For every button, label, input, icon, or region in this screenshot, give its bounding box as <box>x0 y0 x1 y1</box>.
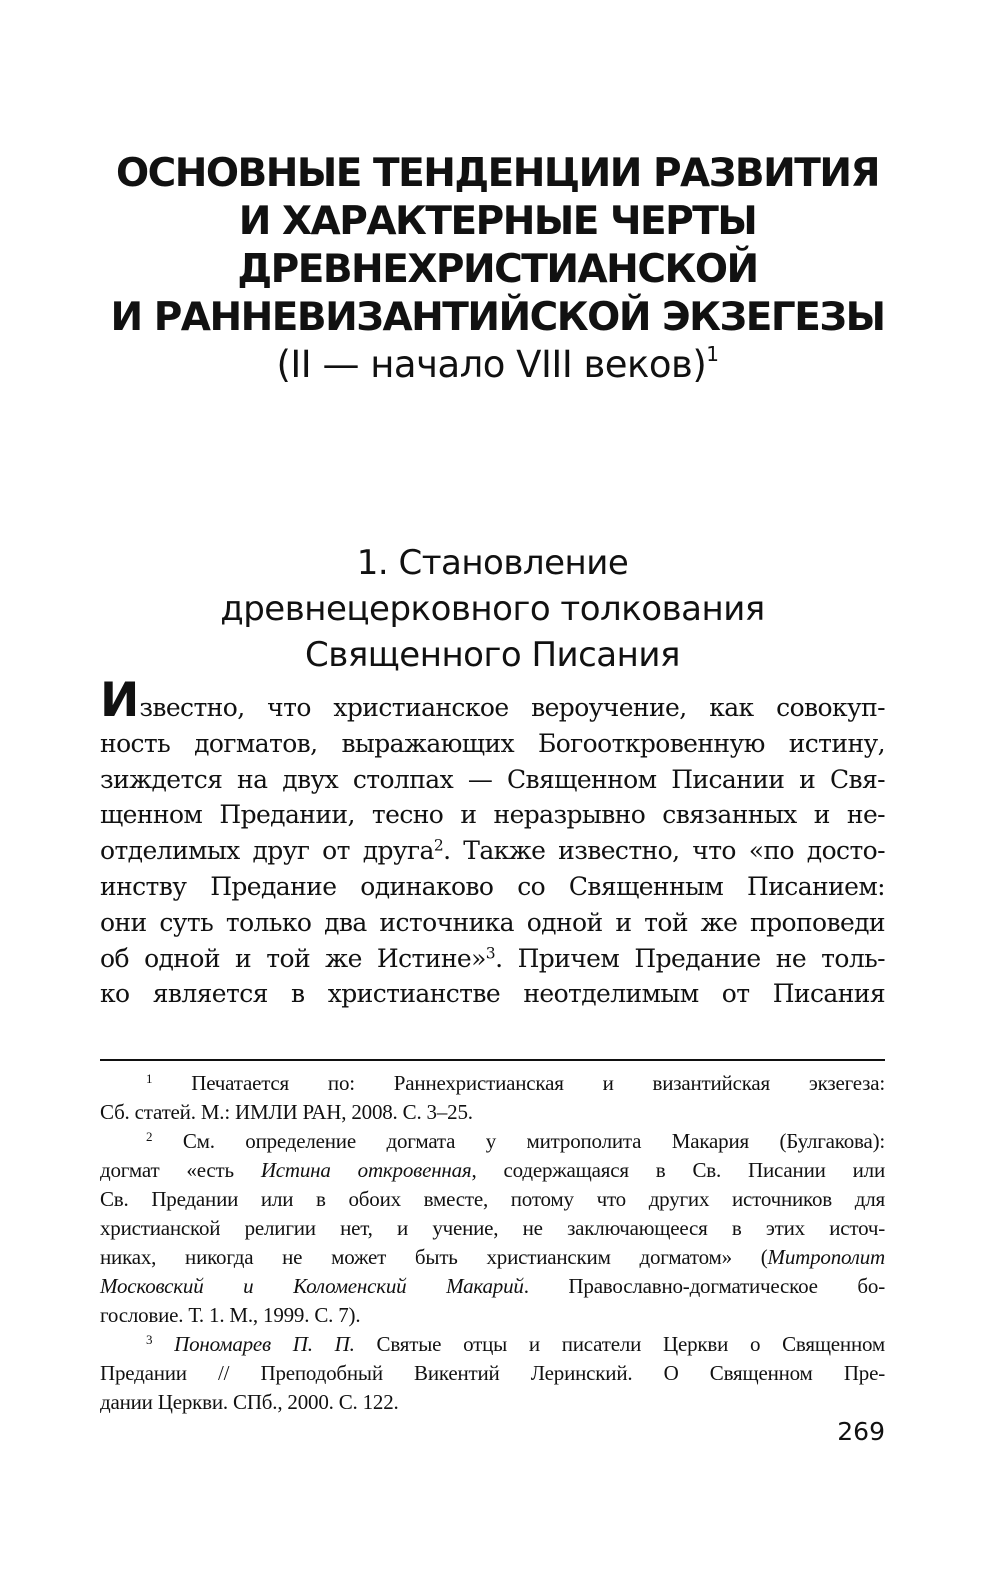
footnote-3 <box>100 1330 885 1359</box>
footnote-text: никах, никогда не может быть христианским догматом» ( <box>100 1245 768 1269</box>
body-text: . Также известно, что «по досто- <box>443 836 885 866</box>
footnote-italic: Пономарев П. П. <box>152 1332 355 1356</box>
footnote-line: дании Церкви. СПб., 2000. С. 122. <box>100 1390 399 1414</box>
chapter-title <box>60 150 935 388</box>
footnote-line: Св. Предании или в обоих вместе, потому что других источников для <box>100 1187 885 1211</box>
body-line: щенном Предании, тесно и неразрывно связанных и не- <box>100 800 885 830</box>
footnote-line: Предании // Преподобный Викентий Леринский. О Священном Пре- <box>100 1361 885 1385</box>
title-line-2: И ХАРАКТЕРНЫЕ ЧЕРТЫ <box>238 199 757 244</box>
footnote-line <box>100 1272 885 1301</box>
footnote-line: гословие. Т. 1. М., 1999. С. 7). <box>100 1303 361 1327</box>
footnote-text: . Православно-догматическое бо- <box>523 1274 886 1298</box>
footnote-text: , содержащаяся в Св. Писании или <box>471 1158 886 1182</box>
footnote-text: догмат «есть <box>100 1158 261 1182</box>
footnote-italic: Митрополит <box>767 1245 885 1269</box>
footnote-line <box>100 1243 885 1272</box>
footnote-ref-3[interactable]: 3 <box>485 944 496 963</box>
footnote-italic: Московский и Коломенский Макарий <box>100 1274 524 1298</box>
footnote-number: 3 <box>146 1331 153 1347</box>
footnote-2 <box>100 1127 885 1156</box>
title-line-3: ДРЕВНЕХРИСТИАНСКОЙ <box>237 247 758 292</box>
footnote-number: 1 <box>146 1070 153 1086</box>
footnote-text: Печатается по: Раннехристианская и византийская экзегеза: <box>152 1071 885 1095</box>
body-text: звестно, что христианское вероучение, как совокуп- <box>139 693 885 722</box>
body-line <box>100 941 885 977</box>
footnote-text: Святые отцы и писатели Церкви о Священном <box>354 1332 885 1356</box>
footnote-ref-2[interactable]: 2 <box>433 836 444 855</box>
title-line-1: ОСНОВНЫЕ ТЕНДЕНЦИИ РАЗВИТИЯ <box>115 151 880 196</box>
section-line-1: 1. Становление <box>356 543 629 583</box>
section-heading <box>100 540 885 678</box>
body-line: они суть только два источника одной и той же проповеди <box>100 907 885 937</box>
body-line <box>100 833 885 869</box>
page-number: 269 <box>837 1417 885 1446</box>
body-line <box>100 673 885 728</box>
footnote-text: См. определение догмата у митрополита Макария (Булгакова): <box>152 1129 885 1153</box>
footnote-1 <box>100 1069 885 1098</box>
subtitle-footnote-ref[interactable]: 1 <box>706 342 719 366</box>
footnotes <box>100 1069 885 1417</box>
footnote-line: христианской религии нет, и учение, не заключающееся в этих источ- <box>100 1216 885 1240</box>
title-subtitle <box>60 342 935 388</box>
body-line: ность догматов, выражающих Богооткровенную истину, <box>100 728 885 758</box>
footnote-italic: Истина откровенная <box>260 1158 472 1182</box>
body-line: зиждется на двух столпах — Священном Писании и Свя- <box>100 764 885 794</box>
body-text: . Причем Предание не толь- <box>495 943 885 973</box>
footnote-divider <box>100 1059 885 1061</box>
drop-cap: И <box>100 673 140 728</box>
section-line-3: Священного Писания <box>305 635 680 675</box>
footnote-number: 2 <box>146 1128 153 1144</box>
footnote-line <box>100 1156 885 1185</box>
subtitle-text: (II — начало VIII веков) <box>276 343 707 386</box>
footnote-line: Сб. статей. М.: ИМЛИ РАН, 2008. С. 3–25. <box>100 1100 473 1124</box>
body-text: об одной и той же Истине» <box>100 943 486 973</box>
section-line-2: древнецерковного толкования <box>220 589 765 629</box>
body-line: инству Предание одинаково со Священным Писанием: <box>100 871 885 901</box>
body-line: ко является в христианстве неотделимым от Писания <box>100 979 885 1009</box>
title-line-4: И РАННЕВИЗАНТИЙСКОЙ ЭКЗЕГЕЗЫ <box>110 295 885 340</box>
body-paragraph <box>100 673 885 1012</box>
body-text: отделимых друг от друга <box>100 836 434 866</box>
